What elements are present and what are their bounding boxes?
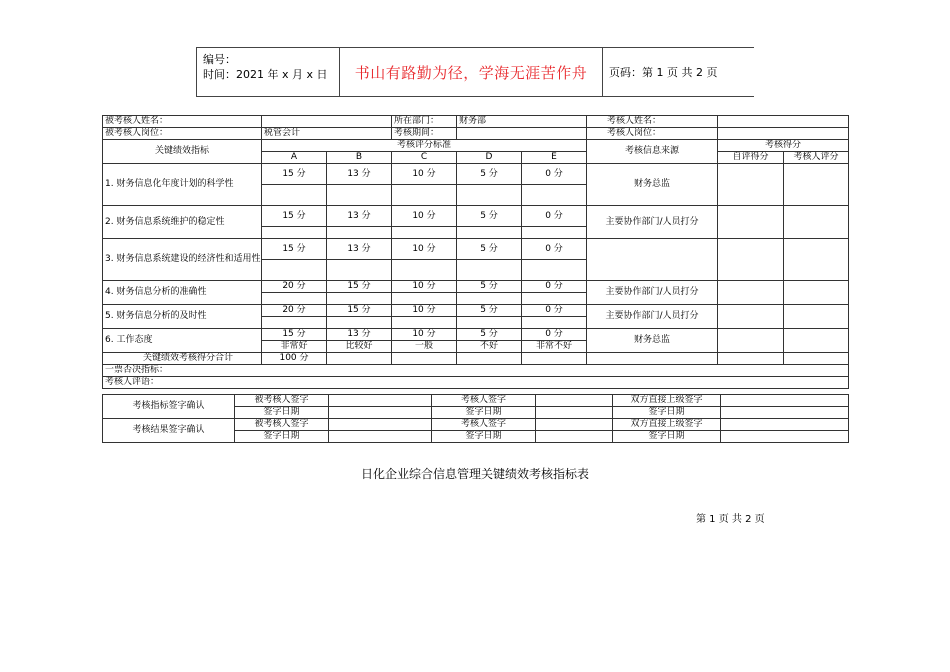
self-score-input[interactable]	[718, 281, 784, 305]
blank-cell	[392, 317, 457, 329]
score-cell: 20 分	[262, 281, 327, 293]
header-meta-cell	[197, 48, 340, 96]
score-cell: 0 分	[522, 239, 587, 260]
appraisee-post-value[interactable]: 税管会计	[262, 128, 392, 140]
kpi-confirm-label: 考核指标签字确认	[103, 395, 235, 419]
total-row	[103, 353, 849, 365]
blank-cell	[262, 227, 327, 239]
blank-cell	[262, 260, 327, 281]
appraiser-name-value[interactable]	[718, 116, 849, 128]
motto-text: 书山有路勤为径，学海无涯苦作舟	[354, 63, 588, 82]
score-cell: 0 分	[522, 281, 587, 293]
table-row	[103, 239, 849, 260]
superior-sign-label: 双方直接上级签字	[613, 395, 721, 407]
score-cell: 15 分	[327, 305, 392, 317]
score-cell: 10 分	[392, 329, 457, 341]
blank-cell	[327, 293, 392, 305]
source-header: 考核信息来源	[587, 140, 718, 164]
blank-cell	[392, 185, 457, 206]
header-motto-cell	[340, 48, 603, 96]
appraisee-sign-label: 被考核人签字	[235, 395, 329, 407]
appraiser-sign-label: 考核人签字	[432, 395, 536, 407]
self-score-input[interactable]	[718, 164, 784, 206]
table-row	[103, 305, 849, 317]
source-cell: 财务总监	[587, 329, 718, 353]
superior-sign-field[interactable]	[721, 395, 849, 407]
blank-cell	[392, 260, 457, 281]
appraiser-score-input[interactable]	[784, 239, 849, 281]
blank-cell	[522, 185, 587, 206]
blank-cell	[262, 185, 327, 206]
kpi-name: 1. 财务信息化年度计划的科学性	[103, 164, 262, 206]
blank-cell	[327, 260, 392, 281]
table-header-row-1	[103, 140, 849, 152]
self-score-input[interactable]	[718, 206, 784, 239]
sign-date-field[interactable]	[536, 431, 613, 443]
table-row	[103, 281, 849, 293]
appraiser-sign-field[interactable]	[536, 395, 613, 407]
sign-date-label: 签字日期	[432, 407, 536, 419]
score-cell: 0 分	[522, 329, 587, 341]
dept-label: 所在部门：	[392, 116, 457, 128]
score-header: 考核得分	[718, 140, 849, 152]
grade-a: A	[262, 152, 327, 164]
score-cell: 0 分	[522, 164, 587, 185]
blank-cell	[457, 317, 522, 329]
appraiser-post-value[interactable]	[718, 128, 849, 140]
grade-b: B	[327, 152, 392, 164]
blank-cell	[262, 317, 327, 329]
sign-date-label: 签字日期	[235, 431, 329, 443]
score-cell: 5 分	[457, 329, 522, 341]
kpi-name: 5. 财务信息分析的及时性	[103, 305, 262, 329]
kpi-name: 6. 工作态度	[103, 329, 262, 353]
appraiser-score-input[interactable]	[784, 281, 849, 305]
period-value[interactable]	[457, 128, 587, 140]
score-cell: 13 分	[327, 329, 392, 341]
self-score-input[interactable]	[718, 329, 784, 353]
appraiser-score-header: 考核人评分	[784, 152, 849, 164]
score-cell: 15 分	[262, 164, 327, 185]
comment-label: 考核人评语：	[103, 377, 849, 389]
superior-sign-field[interactable]	[721, 419, 849, 431]
appraiser-score-input[interactable]	[784, 206, 849, 239]
page-header	[196, 47, 754, 97]
self-score-input[interactable]	[718, 305, 784, 329]
document-title: 日化企业综合信息管理关键绩效考核指标表	[360, 467, 589, 481]
source-cell: 财务总监	[587, 164, 718, 206]
self-score-input[interactable]	[718, 239, 784, 281]
sign-date-field[interactable]	[721, 431, 849, 443]
sign-date-label: 签字日期	[613, 407, 721, 419]
period-label: 考核期间：	[392, 128, 457, 140]
score-cell: 13 分	[327, 239, 392, 260]
table-row	[103, 206, 849, 227]
dept-value[interactable]: 财务部	[457, 116, 587, 128]
score-cell: 15 分	[327, 281, 392, 293]
sign-row	[103, 419, 849, 431]
score-cell: 10 分	[392, 239, 457, 260]
level-cell: 非常好	[262, 341, 327, 353]
score-cell: 15 分	[262, 239, 327, 260]
blank-cell	[457, 185, 522, 206]
level-cell: 比较好	[327, 341, 392, 353]
self-score-header: 自评得分	[718, 152, 784, 164]
blank-cell	[327, 317, 392, 329]
score-cell: 0 分	[522, 206, 587, 227]
blank-cell	[522, 227, 587, 239]
appraisee-sign-field[interactable]	[329, 419, 432, 431]
score-cell: 10 分	[392, 281, 457, 293]
score-cell: 5 分	[457, 206, 522, 227]
source-cell	[587, 239, 718, 281]
score-cell: 10 分	[392, 305, 457, 317]
blank-cell	[718, 353, 784, 365]
appraiser-name-label: 考核人姓名：	[587, 116, 718, 128]
sign-date-field[interactable]	[721, 407, 849, 419]
criteria-header: 考核评分标准	[262, 140, 587, 152]
blank-cell	[327, 227, 392, 239]
header-page-cell	[603, 48, 754, 96]
number-label: 编号：	[203, 53, 236, 66]
blank-cell	[522, 260, 587, 281]
score-cell: 13 分	[327, 164, 392, 185]
appraiser-sign-label: 考核人签字	[432, 419, 536, 431]
kpi-name: 4. 财务信息分析的准确性	[103, 281, 262, 305]
veto-label: 一票否决指标：	[103, 365, 849, 377]
appraisee-name-value[interactable]	[262, 116, 392, 128]
score-cell: 5 分	[457, 305, 522, 317]
info-row-1	[103, 116, 849, 128]
page-info: 页码：第 1 页 共 2 页	[609, 66, 718, 79]
score-cell: 20 分	[262, 305, 327, 317]
source-cell: 主要协作部门/人员打分	[587, 281, 718, 305]
blank-cell	[327, 353, 392, 365]
blank-cell	[457, 353, 522, 365]
superior-sign-label: 双方直接上级签字	[613, 419, 721, 431]
level-cell: 非常不好	[522, 341, 587, 353]
kpi-table	[102, 115, 849, 389]
sign-row	[103, 395, 849, 407]
appraiser-score-input[interactable]	[784, 164, 849, 206]
blank-cell	[457, 293, 522, 305]
kpi-name: 3. 财务信息系统建设的经济性和适用性	[103, 239, 262, 281]
total-value: 100 分	[262, 353, 327, 365]
sign-date-label: 签字日期	[613, 431, 721, 443]
page-footer: 第 1 页 共 2 页	[696, 514, 765, 525]
table-row	[103, 329, 849, 341]
blank-cell	[327, 185, 392, 206]
info-row-2	[103, 128, 849, 140]
veto-row	[103, 365, 849, 377]
signature-table	[102, 394, 849, 443]
score-cell: 5 分	[457, 239, 522, 260]
score-cell: 13 分	[327, 206, 392, 227]
score-cell: 10 分	[392, 164, 457, 185]
blank-cell	[784, 353, 849, 365]
sign-date-field[interactable]	[536, 407, 613, 419]
appraisee-sign-label: 被考核人签字	[235, 419, 329, 431]
blank-cell	[392, 353, 457, 365]
grade-e: E	[522, 152, 587, 164]
level-cell: 不好	[457, 341, 522, 353]
kpi-name: 2. 财务信息系统维护的稳定性	[103, 206, 262, 239]
score-cell: 10 分	[392, 206, 457, 227]
appraiser-post-label: 考核人岗位：	[587, 128, 718, 140]
appraiser-sign-field[interactable]	[536, 419, 613, 431]
score-cell: 5 分	[457, 281, 522, 293]
score-cell: 15 分	[262, 329, 327, 341]
blank-cell	[262, 293, 327, 305]
table-row	[103, 164, 849, 185]
appraiser-score-input[interactable]	[784, 305, 849, 329]
level-cell: 一般	[392, 341, 457, 353]
sign-date-field[interactable]	[329, 407, 432, 419]
sign-date-label: 签字日期	[235, 407, 329, 419]
blank-cell	[457, 260, 522, 281]
source-cell: 主要协作部门/人员打分	[587, 206, 718, 239]
appraisee-name-label: 被考核人姓名：	[103, 116, 262, 128]
sign-date-label: 签字日期	[432, 431, 536, 443]
sign-date-field[interactable]	[329, 431, 432, 443]
result-confirm-label: 考核结果签字确认	[103, 419, 235, 443]
grade-c: C	[392, 152, 457, 164]
comment-row	[103, 377, 849, 389]
grade-d: D	[457, 152, 522, 164]
blank-cell	[392, 293, 457, 305]
score-cell: 5 分	[457, 164, 522, 185]
time-label: 时间：2021 年 x 月 x 日	[203, 68, 328, 81]
blank-cell	[457, 227, 522, 239]
score-cell: 15 分	[262, 206, 327, 227]
blank-cell	[522, 317, 587, 329]
total-label: 关键绩效考核得分合计	[103, 353, 262, 365]
appraisee-post-label: 被考核人岗位：	[103, 128, 262, 140]
blank-cell	[392, 227, 457, 239]
source-cell: 主要协作部门/人员打分	[587, 305, 718, 329]
score-cell: 0 分	[522, 305, 587, 317]
kpi-header: 关键绩效指标	[103, 140, 262, 164]
appraisee-sign-field[interactable]	[329, 395, 432, 407]
appraiser-score-input[interactable]	[784, 329, 849, 353]
blank-cell	[522, 293, 587, 305]
blank-cell	[522, 353, 587, 365]
blank-cell	[587, 353, 718, 365]
